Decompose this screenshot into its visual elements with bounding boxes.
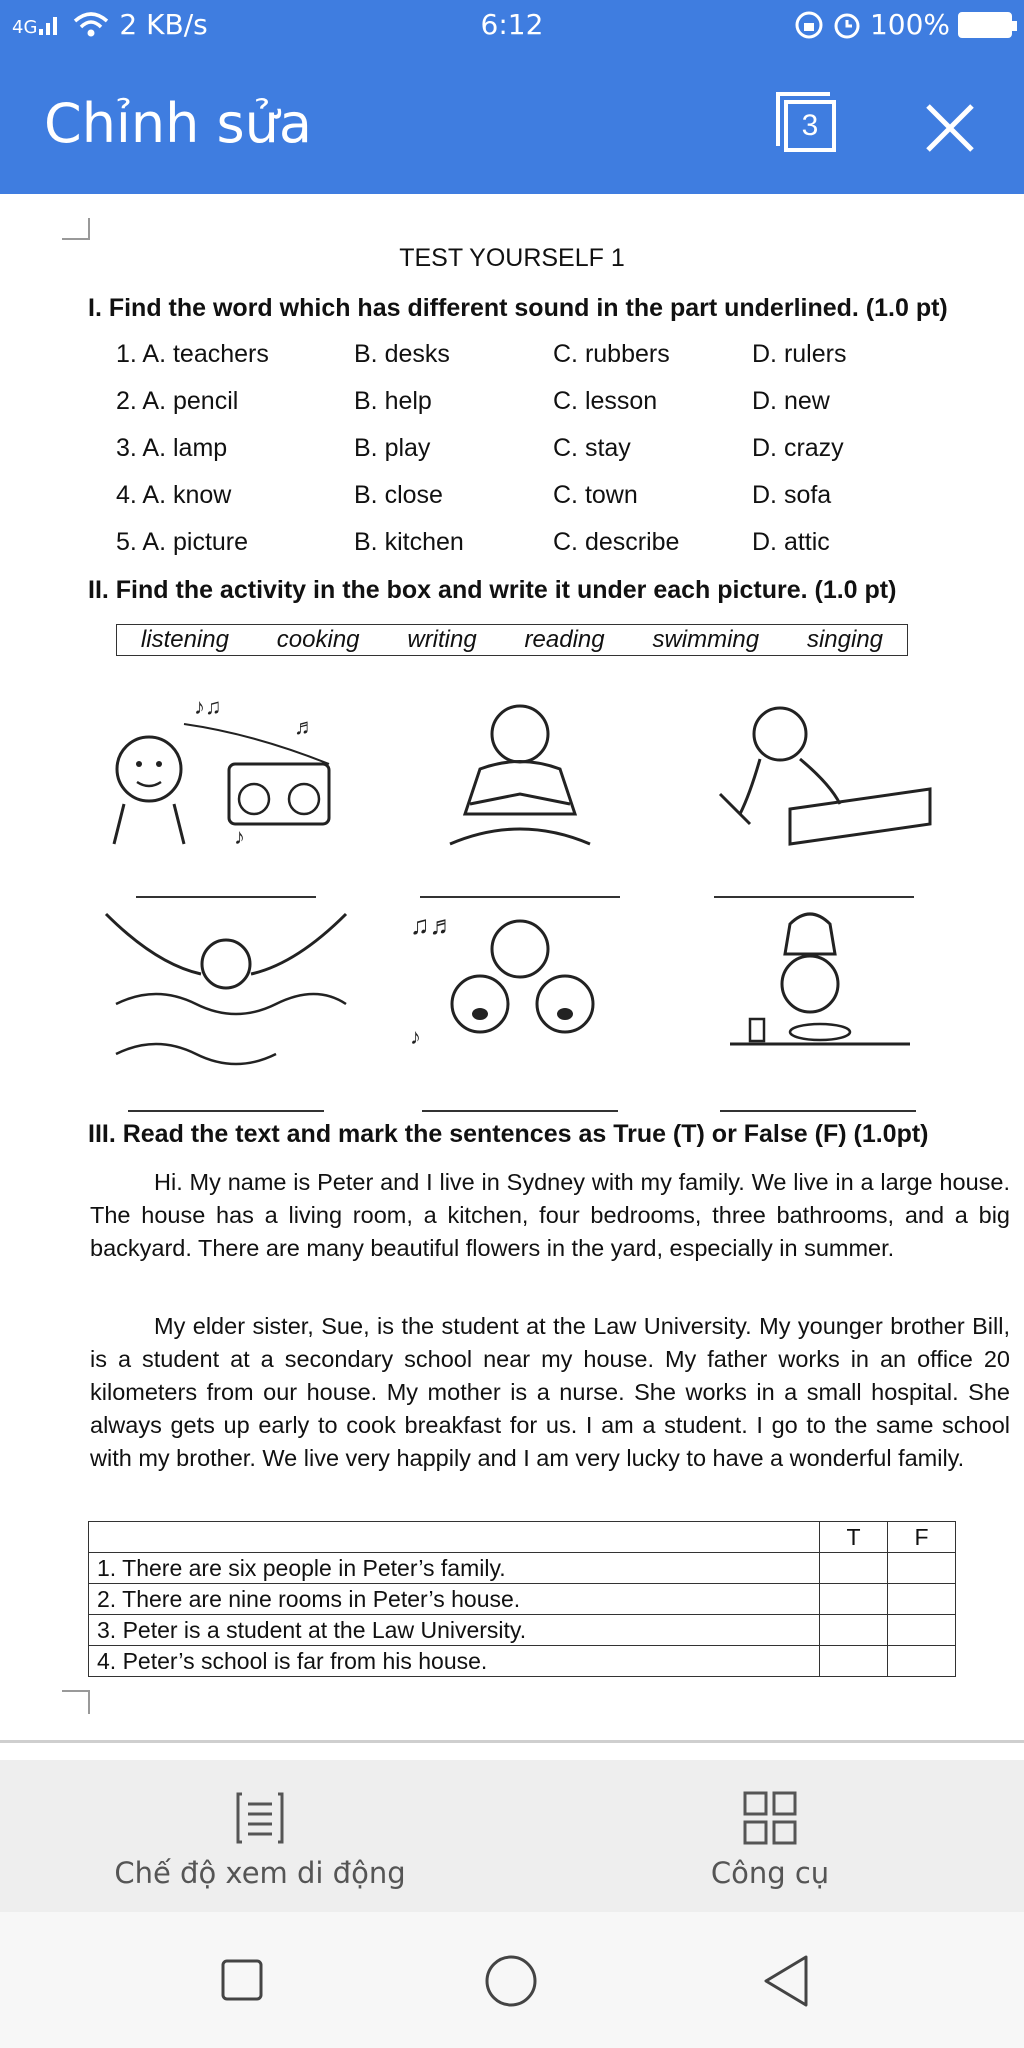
- word-item: writing: [407, 626, 477, 653]
- page-corner-mark: [62, 218, 90, 240]
- home-icon[interactable]: [484, 1954, 538, 2008]
- lock-rotation-icon: [794, 10, 824, 40]
- table-header-row: [89, 1522, 956, 1553]
- svg-text:♫♬: ♫♬: [410, 910, 456, 940]
- signal-icon: 4G: [12, 11, 63, 38]
- writing-picture: [690, 694, 940, 854]
- recent-apps-icon[interactable]: [220, 1958, 264, 2002]
- answer-blank: [136, 896, 316, 898]
- svg-text:♪: ♪: [410, 1024, 421, 1049]
- answer-blank: [720, 1110, 916, 1112]
- network-speed: 2 KB/s: [119, 8, 208, 41]
- status-bar: [0, 0, 1024, 50]
- singing-picture: [410, 904, 630, 1074]
- mobile-view-label: Chế độ xem di động: [114, 1856, 406, 1890]
- battery-icon: [958, 12, 1012, 38]
- page-divider: [0, 1740, 1024, 1743]
- back-icon[interactable]: [762, 1954, 810, 2008]
- answer-blank: [128, 1110, 324, 1112]
- column-t: T: [820, 1522, 888, 1553]
- answer-blank: [714, 896, 914, 898]
- table-row: 4. Peter’s school is far from his house.: [89, 1646, 956, 1677]
- word-box: [116, 624, 908, 656]
- reading-picture: [430, 694, 610, 854]
- page-corner-mark: [62, 1690, 90, 1714]
- section-1-heading: I. Find the word which has different sound in the part underlined. (1.0 pt): [88, 294, 948, 322]
- page-title: Chỉnh sửa: [44, 92, 312, 155]
- tools-button[interactable]: [640, 1790, 900, 1890]
- document-page: TEST YOURSELF 1 I. Find the word which has different sound in the part underlined. (1.0 pt) 1. A. teachers B. desks C. rubbers D. rulers 2. A. pencil B. help C. lesson D. new 3. A. lamp B. play C. stay D. crazy 4. A. know B. close C. town D. sofa 5. A. picture B. kitchen C. describe D. attic II. Find the activity in the box and write it under each picture. (1.0 pt) listening cooking writing reading swimming singing ♪♫ ♬ ♪ ♫♬ ♪ III. Read the text and mark the sentences as True (T) or False (F) (1.0pt) Hi. My name is Peter and I live in Sydney with my family. We live in a large house. The house has a living room, a kitchen, four bedrooms, three bathrooms, and a big backyard. There are many beautiful flowers in the yard, especially in summer. My elder sister, Sue, is the student at the Law University. My younger brother Bill, is a student at a secondary school near my house. My father works in an office 20 kilometers from our house. My mother is a nurse. She works in a small hospital. She always gets up early to cook breakfast for us. I am a student. I go to the same school with my brother. We live very happily and I am very lucky to have a wonderful family. T F 1. There are six people in Peter’s family. 2. There are nine rooms in Peter’s house. 3. Peter is a student at the Law University. 4. Peter’s school is far from his house.: [0, 194, 1024, 1740]
- section-3-heading: III. Read the text and mark the sentences as True (T) or False (F) (1.0pt): [88, 1120, 929, 1148]
- table-row: 3. Peter is a student at the Law University.: [89, 1615, 956, 1646]
- tab-count: 3: [784, 100, 836, 152]
- section-2-heading: II. Find the activity in the box and write it under each picture. (1.0 pt): [88, 576, 897, 604]
- swimming-picture: [96, 904, 356, 1074]
- column-f: F: [888, 1522, 956, 1553]
- svg-text:♬: ♬: [294, 714, 316, 739]
- app-header: [0, 50, 1024, 194]
- system-nav-bar: [0, 1912, 1024, 2048]
- clock: 6:12: [480, 8, 544, 41]
- word-item: singing: [806, 626, 884, 653]
- bottom-toolbar: [0, 1760, 1024, 1912]
- answer-blank: [422, 1110, 618, 1112]
- word-item: listening: [140, 626, 229, 653]
- close-icon[interactable]: [920, 98, 980, 158]
- word-item: reading: [524, 626, 605, 653]
- grid-icon: [742, 1790, 798, 1846]
- word-item: cooking: [276, 626, 360, 653]
- tools-label: Công cụ: [710, 1856, 830, 1890]
- svg-text:♪♫: ♪♫: [194, 694, 222, 719]
- true-false-table: [88, 1521, 956, 1677]
- alarm-icon: [832, 10, 862, 40]
- battery-level: 100%: [869, 8, 950, 41]
- reading-paragraph-2: My elder sister, Sue, is the student at the Law University. My younger brother Bill, is a student at a secondary school near my house. My father works in an office 20 kilometers from our house. My mother is a nurse. She works in a small hospital. She always gets up early to cook breakfast for us. I am a student. I go to the same school with my brother. We live very happily and I am very lucky to have a wonderful family.: [90, 1313, 1010, 1471]
- word-item: swimming: [652, 626, 760, 653]
- doc-title: TEST YOURSELF 1: [399, 244, 625, 272]
- tabs-button[interactable]: [776, 92, 840, 156]
- svg-text:♪: ♪: [234, 824, 245, 849]
- answer-blank: [420, 896, 620, 898]
- listening-picture: [104, 694, 354, 854]
- reading-paragraph-1: Hi. My name is Peter and I live in Sydney with my family. We live in a large house. The house has a living room, a kitchen, four bedrooms, three bathrooms, and a big backyard. There are many beautiful flowers in the yard, especially in summer.: [90, 1169, 1010, 1261]
- cooking-picture: [710, 904, 930, 1074]
- mobile-view-button[interactable]: [100, 1790, 420, 1890]
- table-row: 2. There are nine rooms in Peter’s house.: [89, 1584, 956, 1615]
- table-row: 1. There are six people in Peter’s family.: [89, 1553, 956, 1584]
- document-view-icon: [234, 1790, 286, 1846]
